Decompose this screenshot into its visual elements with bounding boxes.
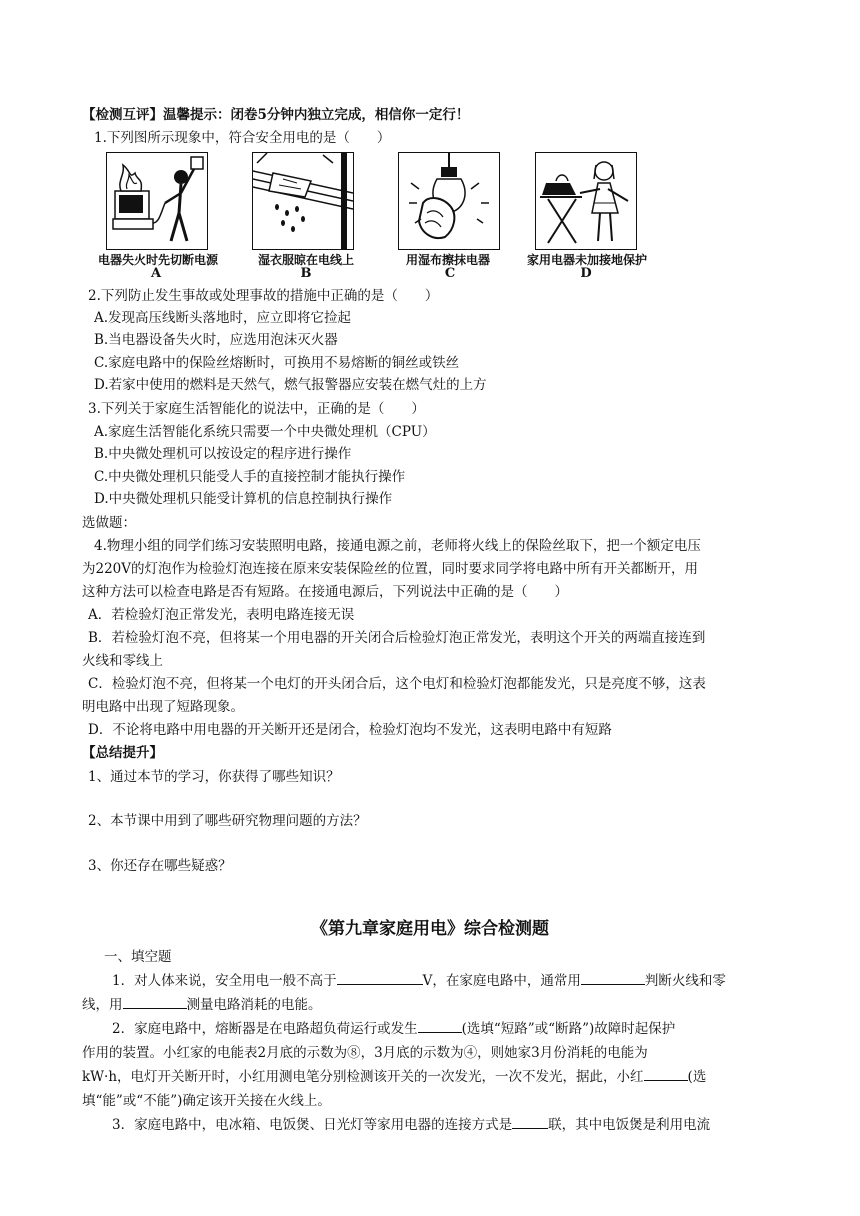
check-header <box>82 104 469 126</box>
summary-item-3: 3、你还存在哪些疑惑？ <box>88 858 232 874</box>
q4-option-b-cont: 火线和零线上 <box>82 653 163 669</box>
figure-d <box>535 152 637 250</box>
q2-option-d: D.若家中使用的燃料是天然气，燃气报警器应安装在燃气灶的上方 <box>94 377 487 393</box>
q3-option-d: D.中央微处理机只能受计算机的信息控制执行操作 <box>94 491 393 507</box>
hint-text: 温馨提示：闭卷5分钟内独立完成，相信你一定行！ <box>163 107 470 123</box>
blank-fault[interactable] <box>418 1018 462 1033</box>
figure-a-letter: A <box>150 266 162 281</box>
q2-option-c: C.家庭电路中的保险丝熔断时，可换用不易熔断的铜丝或铁丝 <box>94 355 460 371</box>
q4-option-c: C．检验灯泡不亮，但将某一个电灯的开头闭合后，这个电灯和检验灯泡都能发光，只是亮度不够，这表 <box>88 676 706 692</box>
test-line-1: 1．对人体来说，安全用电一般不高于 V，在家庭电路中，通常用 判断火线和零 <box>112 970 726 992</box>
summary-item-2: 2、本节课中用到了哪些研究物理问题的方法？ <box>88 813 367 829</box>
q3-option-b: B.中央微处理机可以按设定的程序进行操作 <box>94 446 352 462</box>
summary-item-1: 1、通过本节的学习，你获得了哪些知识？ <box>88 769 340 785</box>
q3-option-a: A.家庭生活智能化系统只需要一个中央微处理机（CPU） <box>94 424 436 440</box>
q3-option-c: C.中央微处理机只能受人手的直接控制才能执行操作 <box>94 469 406 485</box>
blank-meter[interactable] <box>123 994 187 1009</box>
test-line-4: 作用的装置。小红家的电能表2月底的示数为⑧，3月底的示数为④，则她家3月份消耗的电能为 <box>82 1045 648 1061</box>
section-tag: 【检测互评】 <box>82 107 163 123</box>
wet-cloth-bulb-icon <box>399 153 499 249</box>
test-line-7: 3．家庭电路中，电冰箱、电饭煲、日光灯等家用电器的连接方式是 联，其中电饭煲是利用电流 <box>112 1114 710 1136</box>
blank-tester[interactable] <box>581 970 645 985</box>
q4-option-c-cont: 明电路中出现了短路现象。 <box>82 699 244 715</box>
q4-option-b: B．若检验灯泡不亮，但将某一个用电器的开关闭合后检验灯泡正常发光，表明这个开关的两端直接连到 <box>88 630 706 646</box>
q4-stem-line-1: 4.物理小组的同学们练习安装照明电路，接通电源之前，老师将火线上的保险丝取下，把一个额定电压 <box>94 538 701 554</box>
q3-stem: 3.下列关于家庭生活智能化的说法中，正确的是（ ） <box>88 401 425 417</box>
figure-b <box>252 152 354 250</box>
figure-d-letter: D <box>580 266 592 281</box>
figure-b-letter: B <box>300 266 312 281</box>
blank-voltage[interactable] <box>337 970 423 985</box>
q2-stem: 2.下列防止发生事故或处理事故的措施中正确的是（ ） <box>88 288 439 304</box>
iron-no-ground-icon <box>536 153 636 249</box>
summary-tag: 【总结提升】 <box>82 745 163 761</box>
q4-option-a: A．若检验灯泡正常发光，表明电路连接无误 <box>88 607 355 623</box>
figure-c <box>398 152 500 250</box>
figure-d-caption: 家用电器未加接地保护 <box>526 253 647 267</box>
test-title: 《第九章家庭用电》综合检测题 <box>311 919 549 939</box>
q4-stem-line-3: 这种方法可以检查电路是否有短路。在接通电源后，下列说法中正确的是（ ） <box>82 584 568 600</box>
figure-a-caption: 电器失火时先切断电源 <box>97 253 218 267</box>
test-line-6: 填“能”或“不能”)确定该开关接在火线上。 <box>82 1093 331 1109</box>
blank-can[interactable] <box>644 1066 688 1081</box>
fill-blank-section: 一、填空题 <box>104 949 172 965</box>
wet-clothes-wire-icon <box>253 153 353 249</box>
q4-option-d: D．不论将电路中用电器的开关断开还是闭合，检验灯泡均不发光，这表明电路中有短路 <box>88 722 612 738</box>
test-line-5: kW·h，电灯开关断开时，小红用测电笔分别检测该开关的一次发光，一次不发光，据此，小红 (选 <box>82 1066 706 1088</box>
q4-stem-line-2: 为220V的灯泡作为检验灯泡连接在原来安装保险丝的位置，同时要求同学将电路中所有开关都断开，用 <box>82 561 699 577</box>
figure-a <box>106 152 208 250</box>
q2-option-a: A.发现高压线断头落地时，应立即将它捡起 <box>94 310 352 326</box>
figure-c-letter: C <box>444 266 456 281</box>
figure-c-caption: 用湿布擦抹电器 <box>405 253 490 267</box>
blank-connection[interactable] <box>512 1114 548 1129</box>
q1-stem: 1.下列图所示现象中，符合安全用电的是（ ） <box>94 130 391 146</box>
figure-b-caption: 湿衣服晾在电线上 <box>257 253 354 267</box>
test-line-3: 2．家庭电路中，熔断器是在电路超负荷运行或发生 (选填“短路”或“断路”)故障时起保护 <box>112 1018 675 1040</box>
test-line-2: 线，用 测量电路消耗的电能。 <box>82 994 322 1016</box>
optional-label: 选做题： <box>82 515 136 531</box>
fire-tv-unplug-icon <box>107 153 207 249</box>
q2-option-b: B.当电器设备失火时，应选用泡沫灭火器 <box>94 332 338 348</box>
